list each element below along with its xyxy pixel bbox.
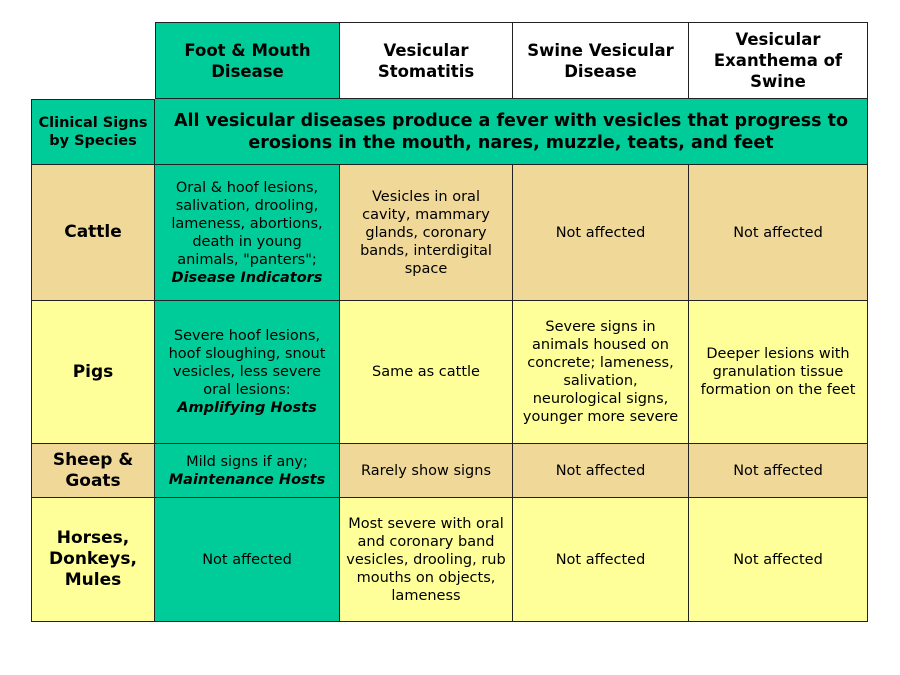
- sheep-fmd-signs: Mild signs if any;: [186, 453, 308, 470]
- pigs-fmd-signs: Severe hoof lesions, hoof sloughing, snout vesicles, less severe oral lesions:: [168, 328, 326, 398]
- equids-svd-cell: Not affected: [513, 498, 689, 622]
- sheep-fmd-text: [161, 453, 333, 489]
- pigs-svd-cell: Severe signs in animals housed on concrete; lameness, salivation, neurological signs, younger more severe: [513, 301, 689, 444]
- col-header-svd: Swine Vesicular Disease: [513, 22, 689, 99]
- cattle-fmd-text: [161, 179, 333, 287]
- clinical-signs-label: Clinical Signs by Species: [31, 99, 155, 165]
- sheep-vs-cell: Rarely show signs: [340, 444, 513, 498]
- cattle-fmd-signs: Oral & hoof lesions, salivation, drooling, lameness, abortions, death in young animals, "panters";: [171, 179, 323, 268]
- vesicular-disease-table: [31, 22, 868, 622]
- cattle-fmd-cell: [155, 165, 340, 301]
- pigs-fmd-emphasis: Amplifying Hosts: [177, 400, 317, 416]
- sheep-ves-cell: Not affected: [689, 444, 868, 498]
- col-header-ves: Vesicular Exanthema of Swine: [689, 22, 868, 99]
- pigs-ves-cell: Deeper lesions with granulation tissue formation on the feet: [689, 301, 868, 444]
- row-label-sheep-goats: Sheep & Goats: [31, 444, 155, 498]
- sheep-svd-cell: Not affected: [513, 444, 689, 498]
- banner-text: All vesicular diseases produce a fever with vesicles that progress to erosions in the mouth, nares, muzzle, teats, and feet: [155, 99, 868, 165]
- row-label-equids: Horses, Donkeys, Mules: [31, 498, 155, 622]
- row-label-pigs: Pigs: [31, 301, 155, 444]
- cattle-svd-cell: Not affected: [513, 165, 689, 301]
- equids-fmd-cell: Not affected: [155, 498, 340, 622]
- cattle-vs-cell: Vesicles in oral cavity, mammary glands, coronary bands, interdigital space: [340, 165, 513, 301]
- col-header-fmd: Foot & Mouth Disease: [155, 22, 340, 99]
- cattle-ves-cell: Not affected: [689, 165, 868, 301]
- corner-cell: [31, 22, 155, 99]
- col-header-vs: Vesicular Stomatitis: [340, 22, 513, 99]
- pigs-fmd-cell: [155, 301, 340, 444]
- pigs-fmd-text: [161, 327, 333, 417]
- equids-ves-cell: Not affected: [689, 498, 868, 622]
- sheep-fmd-cell: [155, 444, 340, 498]
- row-label-cattle: Cattle: [31, 165, 155, 301]
- equids-vs-cell: Most severe with oral and coronary band vesicles, drooling, rub mouths on objects, lameness: [340, 498, 513, 622]
- cattle-fmd-emphasis: Disease Indicators: [171, 269, 323, 286]
- sheep-fmd-emphasis: Maintenance Hosts: [168, 471, 326, 488]
- pigs-vs-cell: Same as cattle: [340, 301, 513, 444]
